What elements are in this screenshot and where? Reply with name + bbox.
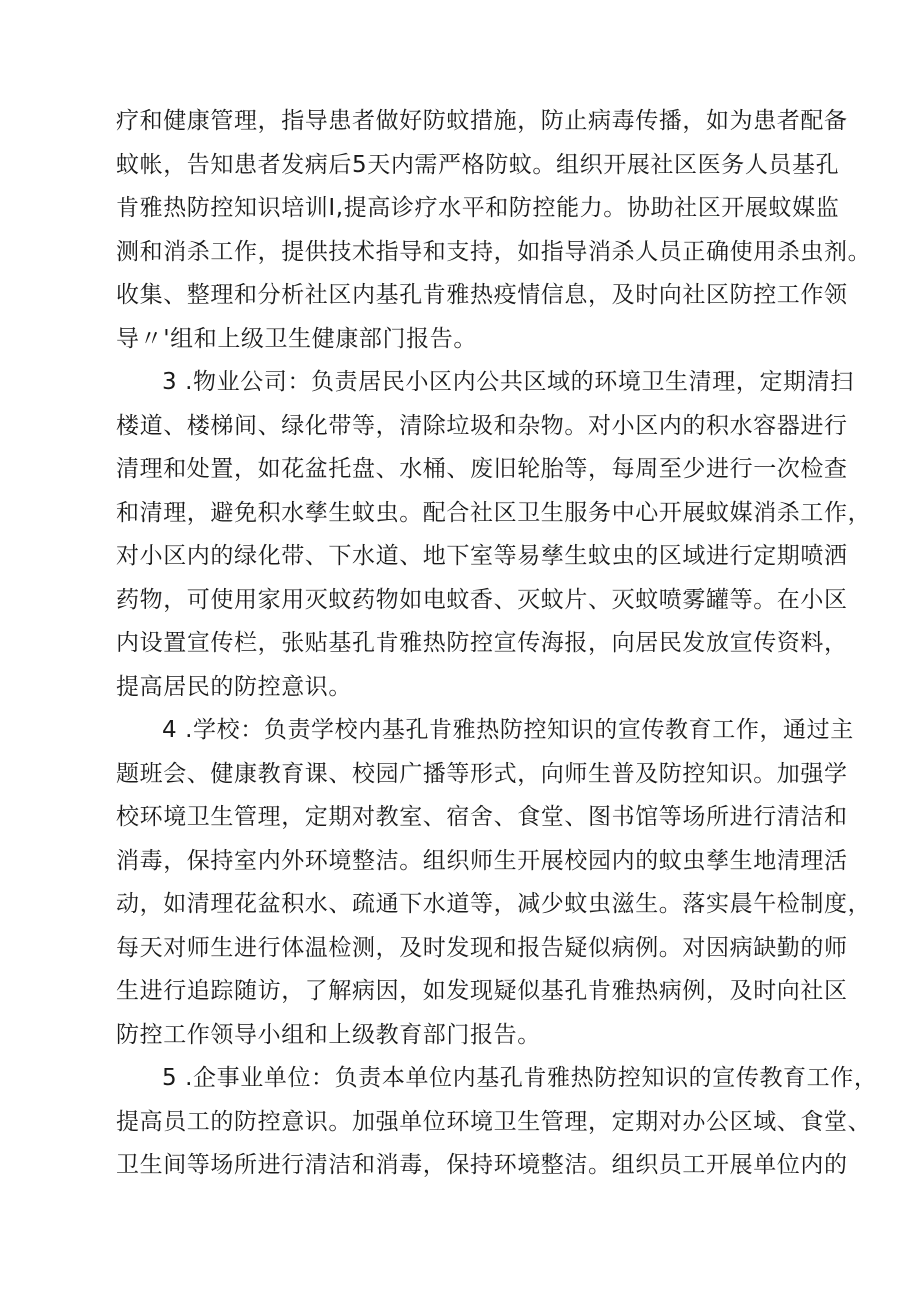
paragraph-4-first-line: 4 .学校：负责学校内基孔肯雅热防控知识的宣传教育工作，通过主 [162,717,854,743]
text-line: 导〃'组和上级卫生健康部门报告。 [116,325,477,352]
text-line: 生进行追踪随访，了解病因，如发现疑似基孔肯雅热病例，及时向社区 [116,978,848,1004]
text-line: 动，如清理花盆积水、疏通下水道等，减少蚊虫滋生。落实晨午检制度， [116,891,872,917]
text-line: 提高居民的防控意识。 [116,673,352,700]
text-line: 提高员工的防控意识。加强单位环境卫生管理，定期对办公区域、食堂、 [116,1108,872,1135]
body-text [116,100,878,1188]
text-line: 对小区内的绿化带、下水道、地下室等易孳生蚊虫的区域进行定期喷洒 [116,543,848,569]
text-line: 卫生间等场所进行清洁和消毒，保持环境整洁。组织员工开展单位内的 [116,1152,848,1178]
paragraph-5-first-line: 5 .企事业单位：负责本单位内基孔肯雅热防控知识的宣传教育工作， [162,1065,878,1091]
paragraph-3-first-line: 3 .物业公司：负责居民小区内公共区域的环境卫生清理，定期清扫 [162,369,854,395]
text-line: 和清理，避免积水孳生蚊虫。配合社区卫生服务中心开展蚊媒消杀工作， [116,499,872,526]
text-line: 药物，可使用家用灭蚊药物如电蚊香、灭蚊片、灭蚊喷雾罐等。在小区 [116,586,848,613]
text-line: 楼道、楼梯间、绿化带等，清除垃圾和杂物。对小区内的积水容器进行 [116,412,848,439]
text-line: 每天对师生进行体温检测，及时发现和报告疑似病例。对因病缺勤的师 [116,934,848,961]
text-line: 测和消杀工作，提供技术指导和支持，如指导消杀人员正确使用杀虫剂。 [116,238,872,265]
text-line: 肯雅热防控知识培训I,提高诊疗水平和防控能力。协助社区开展蚊媒监 [116,195,840,221]
text-line: 消毒，保持室内外环境整洁。组织师生开展校园内的蚊虫孳生地清理活 [116,847,848,874]
text-line: 校环境卫生管理，定期对教室、宿舍、食堂、图书馆等场所进行清洁和 [116,804,848,830]
text-line: 疗和健康管理，指导患者做好防蚊措施，防止病毒传播，如为患者配备 [116,108,848,134]
text-line: 蚊帐，告知患者发病后5天内需严格防蚊。组织开展社区医务人员基孔 [116,151,840,178]
text-line: 清理和处置，如花盆托盘、水桶、废旧轮胎等，每周至少进行一次检查 [116,456,848,482]
text-line: 题班会、健康教育课、校园广播等形式，向师生普及防控知识。加强学 [116,760,848,787]
text-line: 防控工作领导小组和上级教育部门报告。 [116,1021,541,1048]
text-line: 收集、整理和分析社区内基孔肯雅热疫情信息，及时向社区防控工作领 [116,282,848,308]
text-line: 内设置宣传栏，张贴基孔肯雅热防控宣传海报，向居民发放宣传资料， [116,630,848,656]
